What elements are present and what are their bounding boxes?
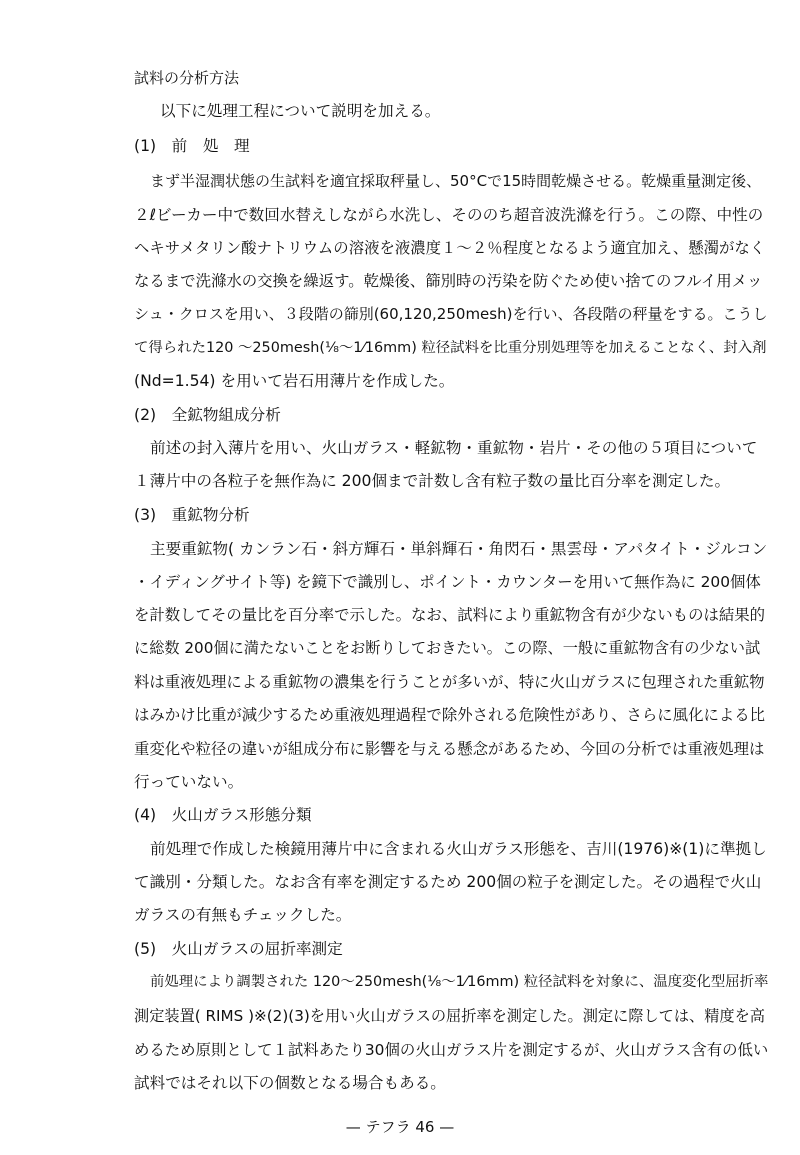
body-text-line: を計数してその量比を百分率で示した。なお、試料により重鉱物含有が少ないものは結果的 <box>134 606 766 624</box>
body-text-line: ・イディングサイト等) を鏡下で識別し、ポイント・カウンターを用いて無作為に 200個体 <box>134 573 761 591</box>
section-heading: (4) 火山ガラス形態分類 <box>134 806 312 824</box>
body-text-line: シュ・クロスを用い、３段階の篩別(60,120,250mesh)を行い、各段階の秤量をする。こうし <box>134 305 768 323</box>
body-text-line: 行っていない。 <box>134 773 244 791</box>
body-text-line: なるまで洗滌水の交換を繰返す。乾燥後、篩別時の汚染を防ぐため使い捨てのフルイ用メッ <box>134 272 763 290</box>
body-text-line: 重変化や粒径の違いが組成分布に影響を与える懸念があるため、今回の分析では重液処理は <box>134 740 765 758</box>
section-heading: (5) 火山ガラスの屈折率測定 <box>134 940 343 958</box>
body-text-line: 主要重鉱物( カンラン石・斜方輝石・単斜輝石・角閃石・黒雲母・アパタイト・ジルコン <box>150 540 768 558</box>
body-text-line: １薄片中の各粒子を無作為に 200個まで計数し含有粒子数の量比百分率を測定した。 <box>134 472 731 490</box>
body-text-line: て識別・分類した。なお含有率を測定するため 200個の粒子を測定した。その過程で火山 <box>134 873 762 891</box>
body-text-line: 前述の封入薄片を用い、火山ガラス・軽鉱物・重鉱物・岩片・その他の５項目について <box>150 439 758 457</box>
body-text-line: 前処理により調製された 120～250mesh(⅛～1⁄16mm) 粒径試料を対象に、温度変化型屈折率 <box>150 974 769 990</box>
body-text-line: まず半湿潤状態の生試料を適宜採取秤量し、50°Cで15時間乾燥させる。乾燥重量測定後、 <box>150 172 762 190</box>
section-heading: (2) 全鉱物組成分析 <box>134 406 281 424</box>
section-heading: (3) 重鉱物分析 <box>134 506 250 524</box>
body-text-line: に総数 200個に満たないことをお断りしておきたい。この際、一般に重鉱物含有の少ない試 <box>134 639 761 657</box>
body-text-line: (Nd=1.54) を用いて岩石用薄片を作成した。 <box>134 372 455 390</box>
body-text-line: ガラスの有無もチェックした。 <box>134 906 352 924</box>
page-title: 試料の分析方法 <box>134 69 240 87</box>
body-text-line: ２ℓビーカー中で数回水替えしながら水洗し、そののち超音波洗滌を行う。この際、中性の <box>134 206 764 224</box>
body-text-line: て得られた120 ～250mesh(⅛～1⁄16mm) 粒径試料を比重分別処理等を加えることなく、封入剤 <box>134 340 767 356</box>
body-text-line: めるため原則として１試料あたり30個の火山ガラス片を測定するが、火山ガラス含有の低い <box>134 1041 769 1059</box>
body-text-line: 試料ではそれ以下の個数となる場合もある。 <box>134 1074 446 1092</box>
body-text-line: ヘキサメタリン酸ナトリウムの溶液を液濃度１～２％程度となるよう適宜加え、懸濁がなく <box>134 239 766 257</box>
body-text-line: 前処理で作成した検鏡用薄片中に含まれる火山ガラス形態を、吉川(1976)※(1)に準拠し <box>150 840 767 858</box>
page-footer: — テフラ 46 — <box>345 1118 455 1136</box>
section-heading: (1) 前 処 理 <box>134 137 250 155</box>
body-text-line: 測定装置( RIMS )※(2)(3)を用い火山ガラスの屈折率を測定した。測定に際しては、精度を高 <box>134 1007 765 1025</box>
body-text-line: 料は重液処理による重鉱物の濃集を行うことが多いが、特に火山ガラスに包理された重鉱物 <box>134 673 765 691</box>
intro-paragraph: 以下に処理工程について説明を加える。 <box>160 102 441 120</box>
body-text-line: はみかけ比重が減少するため重液処理過程で除外される危険性があり、さらに風化による比 <box>134 706 766 724</box>
